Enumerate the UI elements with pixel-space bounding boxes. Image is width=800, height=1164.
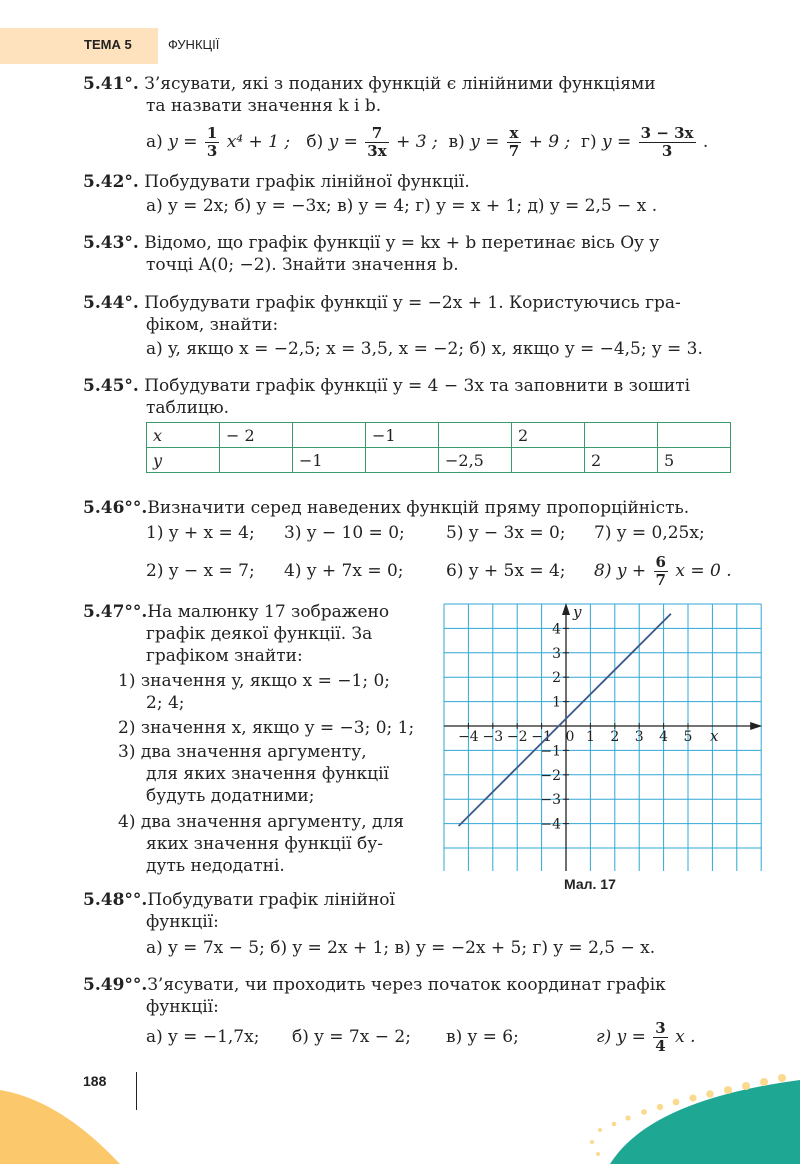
y-tick-label: −3	[540, 792, 561, 809]
x-tick-label: 4	[659, 729, 669, 745]
problem-547-sub3a: 3) два значення аргументу,	[118, 742, 367, 762]
values-table	[146, 422, 731, 473]
problem-546-item-3: 3) y − 10 = 0;	[284, 523, 405, 543]
y-tick-label: −2	[540, 767, 561, 784]
problem-546-item-7: 7) y = 0,25x;	[594, 523, 705, 543]
y-tick-label: 1	[552, 694, 561, 711]
problem-547-sub1a: 1) значення y, якщо x = −1; 0;	[118, 671, 390, 691]
topic-label: ТЕМА 5	[84, 37, 132, 52]
y-tick-label: −4	[540, 816, 561, 833]
problem-547-line2: графік деякої функції. За	[146, 624, 373, 644]
problem-548-line2: функції:	[146, 912, 219, 932]
problem-544-line1: 5.44°. Побудувати графік функції y = −2x + 1. Користуючись гра-	[83, 293, 681, 313]
problem-545-line1: 5.45°. Побудувати графік функції y = 4 − 3x та заповнити в зошиті	[83, 376, 691, 396]
problem-549-line1: 5.49°°.З’ясувати, чи проходить через початок координат графік	[83, 975, 666, 995]
problem-546-item-1: 1) y + x = 4;	[146, 523, 255, 543]
x-tick-label: 3	[634, 729, 644, 745]
x-tick-label: 5	[683, 729, 693, 745]
fraction-d: $\frac{3 - 3x}{3}$	[640, 124, 694, 160]
problem-542-line1: 5.42°. Побудувати графік лінійної функції.	[83, 172, 470, 192]
problem-544-line3: а) y, якщо x = −2,5; x = 3,5, x = −2; б) x, якщо y = −4,5; y = 3.	[146, 339, 703, 359]
x-tick-label: −2	[506, 729, 528, 745]
problem-543-line1: 5.43°. Відомо, що графік функції y = kx + b перетинає вісь Oy у	[83, 233, 660, 253]
problem-541-line2: та назвати значення k і b.	[146, 96, 382, 116]
problem-547-line3: графіком знайти:	[146, 646, 303, 666]
problem-546-item-5: 5) y − 3x = 0;	[446, 523, 566, 543]
problem-541-line1: 5.41°. З’ясувати, які з поданих функцій є лінійними функціями	[83, 74, 656, 94]
x-axis-label: x	[709, 727, 719, 745]
problem-547-sub3c: будуть додатними;	[146, 786, 315, 806]
x-tick-label: 2	[610, 729, 620, 745]
orange-corner-shape	[0, 1090, 120, 1164]
problem-546-line1: 5.46°°.Визначити серед наведених функцій пряму пропорційність.	[83, 498, 690, 518]
problem-541-options: а) y = $\frac{1}{3}$ x⁴ + 1 ; б) y = $\frac{7}{3x}$ + 3 ; в) y = $\frac{x}{7}$ + 9 ; г) y = $\frac{3 - 3x}{3}$ .	[146, 124, 709, 160]
problem-549-opt-d: г) y = $\frac{3}{4}$ x .	[596, 1019, 696, 1055]
problem-543-line2: точці A(0; −2). Знайти значення b.	[146, 255, 459, 275]
chapter-title: ФУНКЦІЇ	[168, 37, 220, 52]
problem-549-opt-a: а) y = −1,7x;	[146, 1027, 260, 1047]
y-tick-label: 3	[552, 645, 561, 662]
problem-549-opt-c: в) y = 6;	[446, 1027, 519, 1047]
fraction-item-8: $\frac{6}{7}$	[655, 553, 666, 589]
problem-546-item-2: 2) y − x = 7;	[146, 561, 255, 581]
x-tick-label: −4	[458, 729, 479, 745]
function-graph	[443, 603, 767, 871]
page-number: 188	[83, 1073, 107, 1089]
table-row-x: x − 2 −1 2	[147, 423, 731, 448]
fraction-a: $\frac{1}{3}$	[206, 124, 218, 160]
problem-544-line2: фіком, знайти:	[146, 315, 279, 335]
y-tick-label: −1	[540, 743, 561, 760]
x-tick-label: −3	[482, 729, 504, 745]
problem-547-sub4a: 4) два значення аргументу, для	[118, 812, 405, 832]
x-axis-arrow	[750, 722, 762, 730]
y-tick-label: 4	[552, 621, 561, 638]
x-tick-label: 1	[585, 729, 595, 745]
table-row-y: y −1 −2,5 2 5	[147, 448, 731, 473]
problem-549-line2: функції:	[146, 997, 219, 1017]
header-band	[0, 28, 158, 64]
x-tick-label: −1	[531, 729, 552, 745]
y-tick-label: 2	[552, 670, 561, 687]
x-tick-label: 0	[565, 729, 575, 745]
footer-decoration	[0, 1060, 800, 1164]
problem-546-item-4: 4) y + 7x = 0;	[284, 561, 404, 581]
problem-547-sub3b: для яких значення функції	[146, 764, 389, 784]
problem-547-sub4b: яких значення функції бу-	[146, 834, 383, 854]
problem-546-item-8: 8) y + $\frac{6}{7}$ x = 0 .	[594, 553, 732, 589]
problem-548-line1: 5.48°°.Побудувати графік лінійної	[83, 890, 395, 910]
fraction-549-d: $\frac{3}{4}$	[655, 1019, 666, 1055]
problem-545-line2: таблицю.	[146, 398, 230, 418]
figure-caption: Мал. 17	[564, 876, 616, 892]
problem-547-sub4c: дуть недодатні.	[146, 856, 285, 876]
fraction-c: $\frac{x}{7}$	[508, 124, 520, 160]
problem-549-opt-b: б) y = 7x − 2;	[292, 1027, 411, 1047]
problem-547-line1: 5.47°°.На малюнку 17 зображено	[83, 602, 390, 622]
problem-547-sub1b: 2; 4;	[146, 693, 185, 713]
problem-547-sub2: 2) значення x, якщо y = −3; 0; 1;	[118, 718, 415, 738]
y-axis-label: y	[573, 603, 582, 621]
teal-corner-shape	[610, 1080, 800, 1164]
problem-546-item-6: 6) y + 5x = 4;	[446, 561, 566, 581]
fraction-b: $\frac{7}{3x}$	[367, 124, 387, 160]
problem-548-line3: а) y = 7x − 5; б) y = 2x + 1; в) y = −2x + 5; г) y = 2,5 − x.	[146, 938, 656, 958]
y-axis-arrow	[562, 603, 570, 615]
problem-542-line2: а) y = 2x; б) y = −3x; в) y = 4; г) y = x + 1; д) y = 2,5 − x .	[146, 196, 658, 216]
